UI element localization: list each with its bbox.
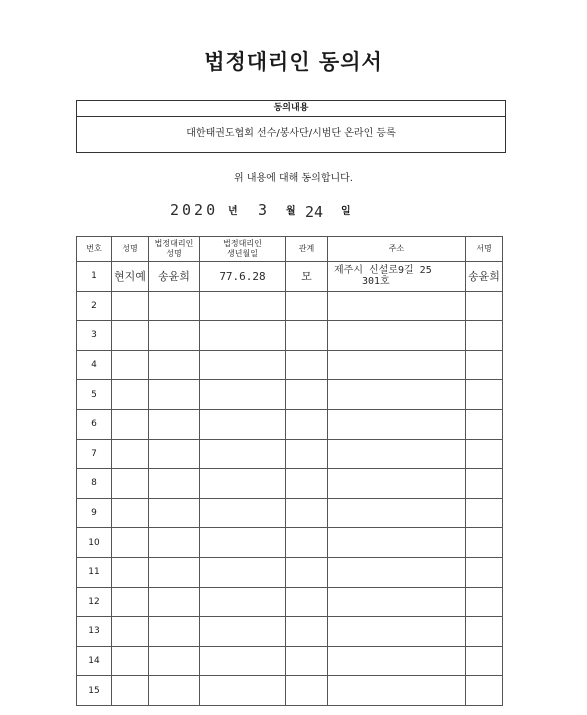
address-line-2: 301호	[362, 276, 390, 288]
date-year-unit: 년	[228, 206, 238, 217]
table-row	[77, 321, 503, 351]
relation: 모	[286, 262, 328, 292]
row-number: 15	[77, 676, 112, 706]
row-number: 4	[77, 350, 112, 380]
address	[328, 528, 466, 558]
table-row	[77, 469, 503, 499]
guardian-birthdate	[200, 498, 286, 528]
student-name	[112, 587, 149, 617]
col-header-address: 주소	[328, 237, 466, 262]
address	[328, 321, 466, 351]
table-row	[77, 350, 503, 380]
relation	[286, 676, 328, 706]
relation	[286, 350, 328, 380]
signature	[466, 350, 503, 380]
guardian-birthdate	[200, 617, 286, 647]
table-row	[77, 262, 503, 292]
student-name	[112, 380, 149, 410]
relation	[286, 646, 328, 676]
guardian-name	[149, 469, 200, 499]
signature	[466, 646, 503, 676]
guardian-birthdate	[200, 557, 286, 587]
student-name	[112, 617, 149, 647]
date-month-unit: 월	[286, 206, 296, 217]
student-name	[112, 439, 149, 469]
address	[328, 350, 466, 380]
student-name	[112, 469, 149, 499]
student-name	[112, 528, 149, 558]
col-header-name: 성명	[112, 237, 149, 262]
table-row	[77, 498, 503, 528]
relation	[286, 557, 328, 587]
guardian-name	[149, 676, 200, 706]
relation	[286, 528, 328, 558]
table-row	[77, 439, 503, 469]
guardian-name	[149, 439, 200, 469]
guardian-name	[149, 498, 200, 528]
student-name	[112, 350, 149, 380]
guardian-birthdate	[200, 646, 286, 676]
signature	[466, 380, 503, 410]
col-header-guardian-name: 법정대리인 성명	[149, 237, 200, 262]
guardian-name	[149, 350, 200, 380]
row-number: 11	[77, 557, 112, 587]
signature	[466, 557, 503, 587]
agreement-statement: 위 내용에 대해 동의합니다.	[234, 173, 353, 184]
date-year: 2020	[170, 201, 219, 219]
address	[328, 439, 466, 469]
guardian-name	[149, 409, 200, 439]
table-row	[77, 676, 503, 706]
address	[328, 498, 466, 528]
guardian-birthdate: 77.6.28	[200, 262, 286, 292]
guardian-name	[149, 646, 200, 676]
address	[328, 587, 466, 617]
address	[328, 262, 466, 292]
guardian-name	[149, 587, 200, 617]
table-row	[77, 587, 503, 617]
row-number: 2	[77, 291, 112, 321]
relation	[286, 498, 328, 528]
student-name	[112, 676, 149, 706]
table-row	[77, 557, 503, 587]
signature	[466, 528, 503, 558]
relation	[286, 321, 328, 351]
signature	[466, 409, 503, 439]
signature	[466, 321, 503, 351]
row-number: 3	[77, 321, 112, 351]
row-number: 14	[77, 646, 112, 676]
address	[328, 646, 466, 676]
student-name	[112, 557, 149, 587]
address	[328, 617, 466, 647]
student-name	[112, 646, 149, 676]
consent-box	[76, 100, 506, 153]
guardian-birthdate	[200, 676, 286, 706]
table-row	[77, 291, 503, 321]
signature	[466, 617, 503, 647]
relation	[286, 469, 328, 499]
table-header-row	[77, 237, 503, 262]
student-name	[112, 498, 149, 528]
student-name	[112, 409, 149, 439]
date-day-unit: 일	[341, 206, 351, 217]
row-number: 12	[77, 587, 112, 617]
guardian-table	[76, 236, 503, 706]
signature	[466, 587, 503, 617]
student-name	[112, 291, 149, 321]
address	[328, 469, 466, 499]
guardian-name	[149, 321, 200, 351]
relation	[286, 439, 328, 469]
table-row	[77, 380, 503, 410]
row-number: 5	[77, 380, 112, 410]
address	[328, 409, 466, 439]
date-day: 24	[305, 203, 324, 221]
guardian-name	[149, 528, 200, 558]
guardian-name	[149, 617, 200, 647]
row-number: 10	[77, 528, 112, 558]
table-row	[77, 409, 503, 439]
address-line-1: 제주시 신설로9길 25	[334, 265, 432, 277]
signature	[466, 291, 503, 321]
guardian-name	[149, 557, 200, 587]
guardian-name: 송윤희	[149, 262, 200, 292]
relation	[286, 380, 328, 410]
table-row	[77, 528, 503, 558]
student-name	[112, 321, 149, 351]
row-number: 7	[77, 439, 112, 469]
signature	[466, 469, 503, 499]
col-header-relation: 관계	[286, 237, 328, 262]
date-month: 3	[258, 201, 268, 219]
guardian-name	[149, 291, 200, 321]
relation	[286, 617, 328, 647]
row-number: 6	[77, 409, 112, 439]
signature	[466, 439, 503, 469]
col-header-signature: 서명	[466, 237, 503, 262]
row-number: 8	[77, 469, 112, 499]
guardian-birthdate	[200, 587, 286, 617]
guardian-name	[149, 380, 200, 410]
guardian-birthdate	[200, 321, 286, 351]
guardian-birthdate	[200, 528, 286, 558]
relation	[286, 587, 328, 617]
guardian-birthdate	[200, 439, 286, 469]
guardian-birthdate	[200, 409, 286, 439]
signature	[466, 676, 503, 706]
col-header-no: 번호	[77, 237, 112, 262]
address	[328, 380, 466, 410]
document-title: 법정대리인 동의서	[204, 50, 383, 74]
guardian-birthdate	[200, 291, 286, 321]
consent-content: 대한태권도협회 선수/봉사단/시범단 온라인 등록	[186, 128, 396, 139]
row-number: 1	[77, 262, 112, 292]
address	[328, 557, 466, 587]
signature	[466, 498, 503, 528]
consent-header: 동의내용	[77, 101, 505, 117]
relation	[286, 291, 328, 321]
address	[328, 676, 466, 706]
signature: 송윤희	[466, 262, 503, 292]
student-name: 현지예	[112, 262, 149, 292]
guardian-birthdate	[200, 469, 286, 499]
row-number: 13	[77, 617, 112, 647]
guardian-birthdate	[200, 350, 286, 380]
guardian-birthdate	[200, 380, 286, 410]
table-row	[77, 646, 503, 676]
row-number: 9	[77, 498, 112, 528]
col-header-guardian-birth: 법정대리인 생년월일	[200, 237, 286, 262]
address	[328, 291, 466, 321]
table-row	[77, 617, 503, 647]
relation	[286, 409, 328, 439]
